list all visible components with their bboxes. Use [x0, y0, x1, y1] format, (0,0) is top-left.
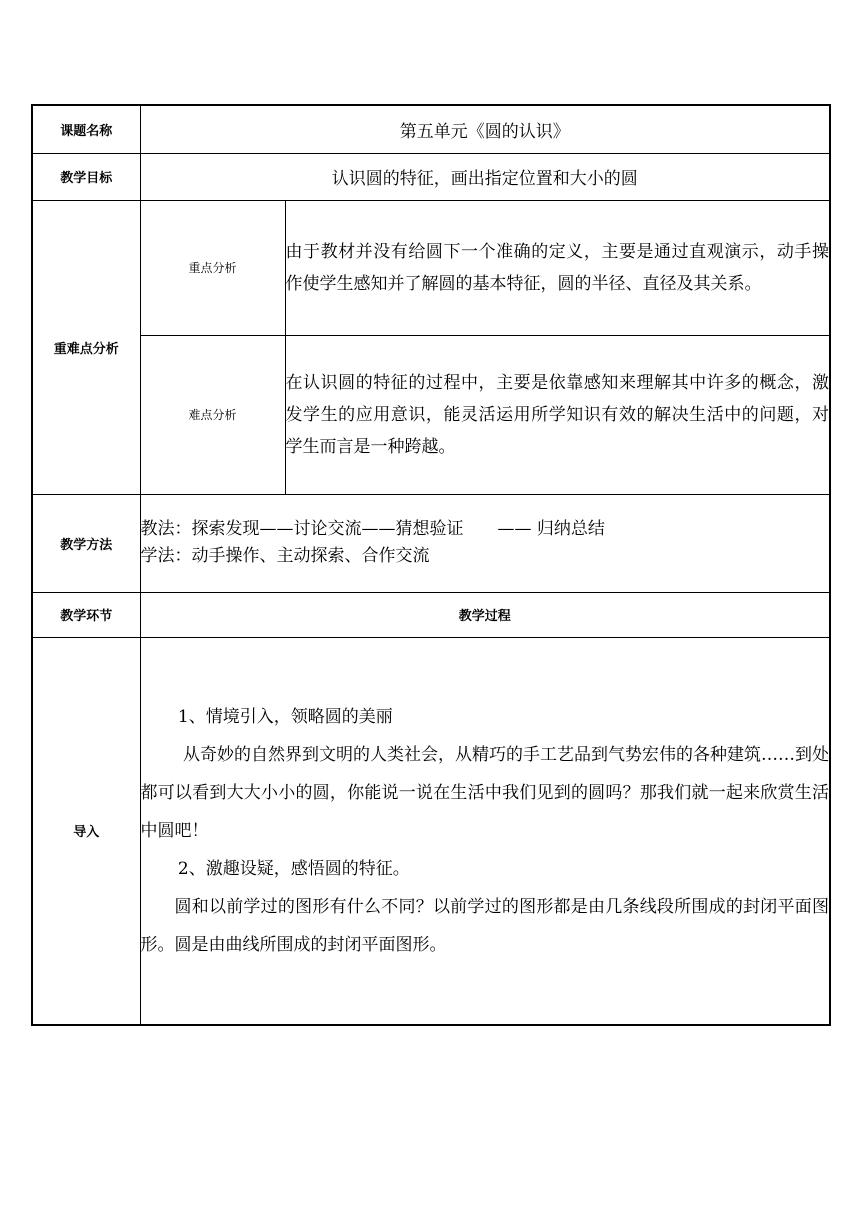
key-difficult-label: 重难点分析 [32, 200, 140, 494]
key-point-label: 重点分析 [140, 200, 285, 335]
teaching-method: 教法：探索发现——讨论交流——猜想验证 —— 归纳总结 [140, 519, 605, 539]
method-content [140, 494, 830, 592]
row-key-point [32, 200, 830, 335]
row-intro [32, 637, 830, 1025]
lesson-plan-table [31, 104, 831, 1026]
key-point-text: 由于教材并没有给圆下一个准确的定义，主要是通过直观演示，动手操作使学生感知并了解圆的基本特征，圆的半径、直径及其关系。 [285, 200, 830, 335]
difficult-point-label: 难点分析 [140, 335, 285, 494]
goal-value: 认识圆的特征，画出指定位置和大小的圆 [140, 153, 830, 200]
difficult-point-text: 在认识圆的特征的过程中，主要是依靠感知来理解其中许多的概念，激发学生的应用意识，能灵活运用所学知识有效的解决生活中的问题，对学生而言是一种跨越。 [285, 335, 830, 494]
method-label: 教学方法 [32, 494, 140, 592]
process-label: 教学过程 [140, 592, 830, 637]
topic-value: 第五单元《圆的认识》 [140, 105, 830, 153]
intro-paragraph-2: 圆和以前学过的图形有什么不同？以前学过的图形都是由几条线段所围成的封闭平面图形。圆是由曲线所围成的封闭平面图形。 [140, 896, 829, 955]
row-goal [32, 153, 830, 200]
intro-paragraph-1: 从奇妙的自然界到文明的人类社会，从精巧的手工艺品到气势宏伟的各种建筑……到处都可以看到大大小小的圆，你能说一说在生活中我们见到的圆吗？那我们就一起来欣赏生活中圆吧！ [140, 744, 829, 841]
goal-label: 教学目标 [32, 153, 140, 200]
intro-content [140, 637, 830, 1025]
intro-heading-2: 2、激趣设疑，感悟圆的特征。 [177, 858, 410, 879]
row-method [32, 494, 830, 592]
stage-label: 教学环节 [32, 592, 140, 637]
row-topic [32, 105, 830, 153]
row-stage-header [32, 592, 830, 637]
intro-label: 导入 [32, 637, 140, 1025]
row-difficult-point [32, 335, 830, 494]
topic-label: 课题名称 [32, 105, 140, 153]
intro-heading-1: 1、情境引入，领略圆的美丽 [177, 706, 393, 727]
learning-method: 学法：动手操作、主动探索、合作交流 [140, 546, 430, 566]
